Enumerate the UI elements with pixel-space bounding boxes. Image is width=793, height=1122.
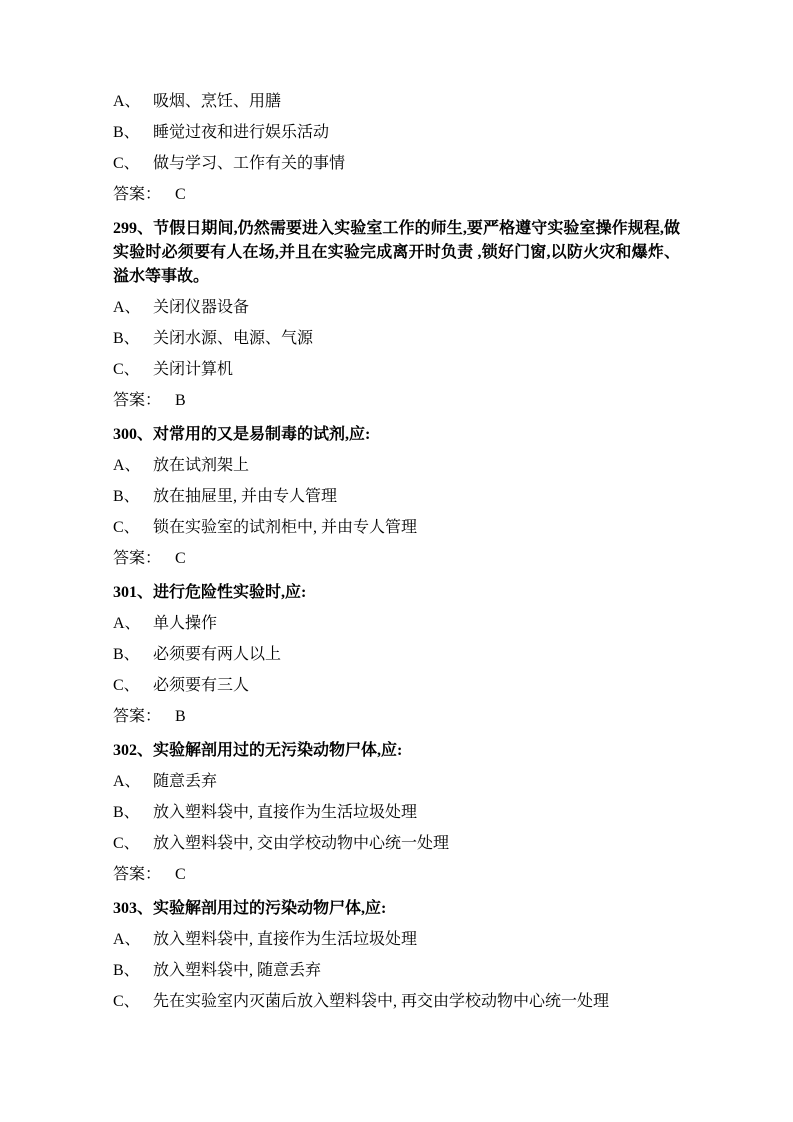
option-letter: A、 <box>113 299 141 316</box>
option-row <box>113 674 680 698</box>
option-text: 放入塑料袋中, 随意丢弃 <box>153 962 322 979</box>
option-row <box>113 327 680 351</box>
answer-label: 答案： <box>113 866 162 883</box>
answer-value: C <box>175 866 186 883</box>
option-row <box>113 801 680 825</box>
answer-value: B <box>175 708 186 725</box>
answer-label: 答案： <box>113 186 162 203</box>
option-row <box>113 612 680 636</box>
option-text: 先在实验室内灭菌后放入塑料袋中, 再交由学校动物中心统一处理 <box>153 993 610 1010</box>
question-block-298 <box>113 90 680 207</box>
option-text: 放入塑料袋中, 直接作为生活垃圾处理 <box>153 931 418 948</box>
option-text: 放在试剂架上 <box>153 457 250 474</box>
option-row <box>113 485 680 509</box>
option-text: 关闭水源、电源、气源 <box>153 330 314 347</box>
option-row <box>113 121 680 145</box>
question-title: 299、节假日期间,仍然需要进入实验室工作的师生,要严格遵守实验室操作规程,做实验时必须要有人在场,并且在实验完成离开时负责 ,锁好门窗,以防火灾和爆炸、溢水等事故。 <box>113 220 680 285</box>
option-text: 必须要有三人 <box>153 677 250 694</box>
option-letter: B、 <box>113 124 140 141</box>
option-letter: C、 <box>113 155 140 172</box>
option-text: 睡觉过夜和进行娱乐活动 <box>153 124 330 141</box>
option-row <box>113 832 680 856</box>
option-row <box>113 643 680 667</box>
option-letter: A、 <box>113 773 141 790</box>
question-block-299 <box>113 217 680 413</box>
option-letter: B、 <box>113 488 140 505</box>
option-text: 必须要有两人以上 <box>153 646 282 663</box>
option-letter: C、 <box>113 835 140 852</box>
option-text: 做与学习、工作有关的事情 <box>153 155 346 172</box>
option-letter: A、 <box>113 93 141 110</box>
answer-row <box>113 863 680 887</box>
option-text: 随意丢弃 <box>153 773 218 790</box>
answer-value: C <box>175 186 186 203</box>
question-title: 301、进行危险性实验时,应: <box>113 584 307 601</box>
question-block-301 <box>113 581 680 729</box>
option-text: 放在抽屉里, 并由专人管理 <box>153 488 338 505</box>
option-letter: A、 <box>113 457 141 474</box>
question-title: 302、实验解剖用过的无污染动物尸体,应: <box>113 742 403 759</box>
option-text: 单人操作 <box>153 615 218 632</box>
option-text: 锁在实验室的试剂柜中, 并由专人管理 <box>153 519 418 536</box>
option-row <box>113 152 680 176</box>
question-title: 303、实验解剖用过的污染动物尸体,应: <box>113 900 387 917</box>
question-title: 300、对常用的又是易制毒的试剂,应: <box>113 426 371 443</box>
option-row <box>113 770 680 794</box>
question-block-302 <box>113 739 680 887</box>
answer-label: 答案： <box>113 550 162 567</box>
answer-row <box>113 705 680 729</box>
option-text: 关闭计算机 <box>153 361 234 378</box>
option-text: 吸烟、烹饪、用膳 <box>153 93 282 110</box>
option-text: 放入塑料袋中, 直接作为生活垃圾处理 <box>153 804 418 821</box>
option-letter: C、 <box>113 361 140 378</box>
answer-row <box>113 389 680 413</box>
option-letter: C、 <box>113 993 140 1010</box>
answer-label: 答案： <box>113 708 162 725</box>
answer-row <box>113 183 680 207</box>
option-letter: A、 <box>113 931 141 948</box>
option-row <box>113 928 680 952</box>
option-row <box>113 358 680 382</box>
option-text: 关闭仪器设备 <box>153 299 250 316</box>
option-letter: A、 <box>113 615 141 632</box>
answer-value: C <box>175 550 186 567</box>
option-letter: C、 <box>113 519 140 536</box>
option-row <box>113 959 680 983</box>
option-row <box>113 296 680 320</box>
answer-row <box>113 547 680 571</box>
option-text: 放入塑料袋中, 交由学校动物中心统一处理 <box>153 835 450 852</box>
option-letter: C、 <box>113 677 140 694</box>
question-block-300 <box>113 423 680 571</box>
option-row <box>113 516 680 540</box>
option-row <box>113 90 680 114</box>
option-row <box>113 454 680 478</box>
option-letter: B、 <box>113 646 140 663</box>
option-letter: B、 <box>113 962 140 979</box>
option-letter: B、 <box>113 330 140 347</box>
option-letter: B、 <box>113 804 140 821</box>
answer-label: 答案： <box>113 392 162 409</box>
option-row <box>113 990 680 1014</box>
question-block-303 <box>113 897 680 1014</box>
answer-value: B <box>175 392 186 409</box>
